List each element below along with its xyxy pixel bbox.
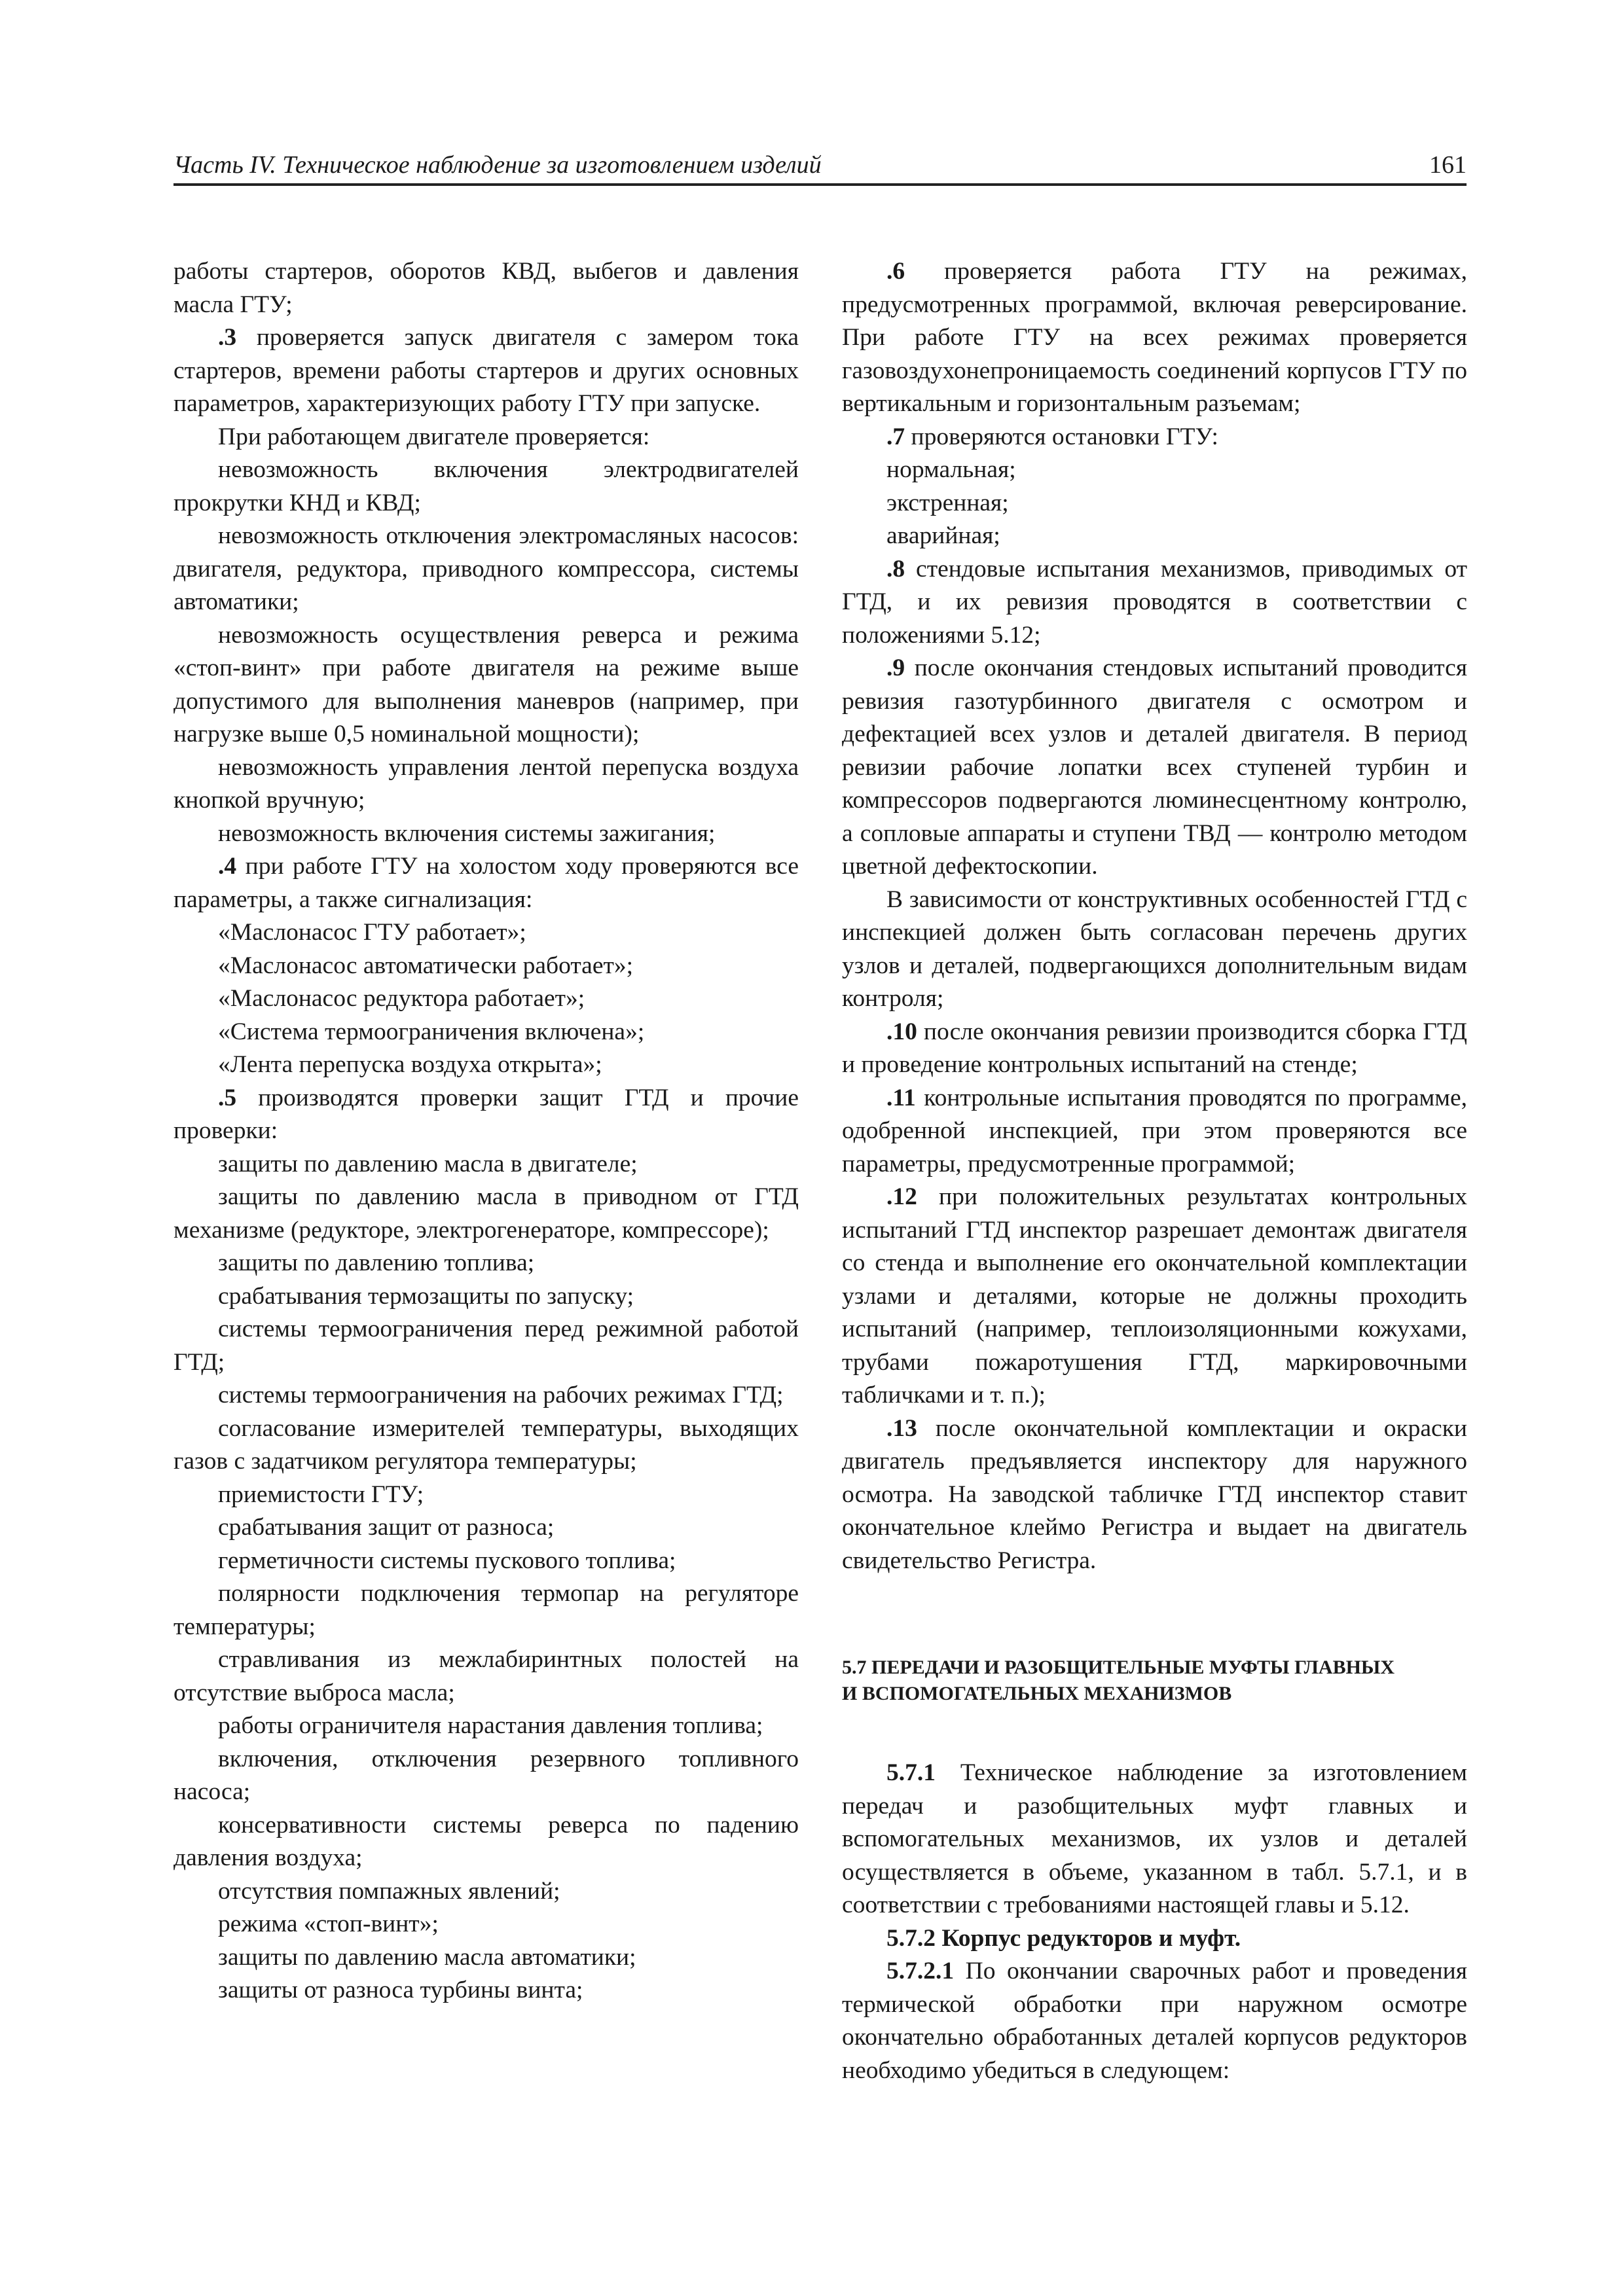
left-column — [173, 255, 799, 2007]
page-number: 161 — [1429, 151, 1467, 179]
paragraph: .9 после окончания стендовых испытаний проводится ревизия газотурбинного двигателя с осмотром и дефектацией всех узлов и деталей двигателя. В период ревизии рабочие лопатки всех ступеней турбин и компрессоров подвергаются люминесцентному контролю, а сопловые аппараты и ступени ТВД — контролю методом цветной дефектоскопии. — [842, 655, 1467, 880]
paragraph: защиты от разноса турбины винта; — [218, 1977, 583, 2003]
subsection-heading: 5.7.2 Корпус редукторов и муфт. — [886, 1924, 1241, 1952]
paragraph: работы ограничителя нарастания давления топлива; — [218, 1712, 763, 1739]
paragraph: .7 проверяются остановки ГТУ: — [886, 423, 1218, 450]
paragraph: герметичности системы пускового топлива; — [218, 1547, 676, 1574]
paragraph: режима «стоп-винт»; — [218, 1910, 439, 1937]
paragraph: защиты по давлению масла в двигателе; — [218, 1150, 638, 1177]
section-spacer — [842, 1707, 1467, 1757]
paragraph: При работающем двигателе проверяется: — [218, 423, 650, 450]
paragraph: 5.7.2.1 По окончании сварочных работ и проведения термической обработки при наружном осмотре окончательно обработанных деталей корпусов редукторов необходимо убедиться в следующем: — [842, 1958, 1467, 2084]
paragraph: защиты по давлению масла автоматики; — [218, 1943, 636, 1971]
section-heading: И ВСПОМОГАТЕЛЬНЫХ МЕХАНИЗМОВ — [842, 1683, 1232, 1704]
paragraph: защиты по давлению топлива; — [218, 1249, 535, 1276]
paragraph: .8 стендовые испытания механизмов, приводимых от ГТД, и их ревизия проводятся в соответствии с положениями 5.12; — [842, 555, 1467, 649]
paragraph: «Маслонасос редуктора работает»; — [218, 985, 585, 1012]
paragraph: стравливания из межлабиринтных полостей на отсутствие выброса масла; — [173, 1646, 799, 1706]
paragraph: «Система термоограничения включена»; — [218, 1018, 645, 1045]
paragraph: «Маслонасос автоматически работает»; — [218, 952, 634, 979]
paragraph: .11 контрольные испытания проводятся по программе, одобренной инспекцией, при этом проверяются все параметры, предусмотренные программой; — [842, 1084, 1467, 1177]
paragraph: .10 после окончания ревизии производится сборка ГТД и проведение контрольных испытаний на стенде; — [842, 1018, 1467, 1078]
paragraph: .13 после окончательной комплектации и окраски двигатель предъявляется инспектору для наружного осмотра. На заводской табличке ГТД инспектор ставит окончательное клеймо Регистра и выдает на двигатель свидетельство Регистра. — [842, 1414, 1467, 1574]
paragraph: системы термоограничения на рабочих режимах ГТД; — [218, 1382, 784, 1408]
running-title: Часть IV. Техническое наблюдение за изготовлением изделий — [173, 151, 822, 179]
paragraph: работы стартеров, оборотов КВД, выбегов и давления масла ГТУ; — [173, 258, 799, 318]
paragraph: невозможность управления лентой перепуска воздуха кнопкой вручную; — [173, 753, 799, 814]
paragraph: невозможность осуществления реверса и режима «стоп-винт» при работе двигателя на режиме выше допустимого для выполнения маневров (например, при нагрузке выше 0,5 номинальной мощности); — [173, 621, 799, 747]
section-heading: 5.7 ПЕРЕДАЧИ И РАЗОБЩИТЕЛЬНЫЕ МУФТЫ ГЛАВНЫХ — [842, 1657, 1395, 1678]
paragraph: защиты по давлению масла в приводном от ГТД механизме (редукторе, электрогенераторе, компрессоре); — [173, 1183, 799, 1244]
paragraph: приемистости ГТУ; — [218, 1480, 424, 1508]
paragraph: «Маслонасос ГТУ работает»; — [218, 919, 526, 946]
paragraph: системы термоограничения перед режимной работой ГТД; — [173, 1316, 799, 1376]
paragraph: невозможность отключения электромасляных насосов: двигателя, редуктора, приводного компрессора, системы автоматики; — [173, 522, 799, 615]
paragraph: аварийная; — [886, 522, 1000, 549]
paragraph: включения, отключения резервного топливного насоса; — [173, 1745, 799, 1805]
paragraph: «Лента перепуска воздуха открыта»; — [218, 1051, 602, 1078]
paragraph: невозможность включения системы зажигания; — [218, 819, 716, 847]
paragraph: В зависимости от конструктивных особенностей ГТД с инспекцией должен быть согласован перечень других узлов и деталей, подвергающихся дополнительным видам контроля; — [842, 886, 1467, 1012]
paragraph: полярности подключения термопар на регуляторе температуры; — [173, 1580, 799, 1640]
paragraph: отсутствия помпажных явлений; — [218, 1877, 560, 1905]
paragraph: консервативности системы реверса по падению давления воздуха; — [173, 1811, 799, 1871]
paragraph: .6 проверяется работа ГТУ на режимах, предусмотренных программой, включая реверсирование. При работе ГТУ на всех режимах проверяется газовоздухонепроницаемость соединений корпусов ГТУ по вертикальным и горизонтальным разъемам; — [842, 258, 1467, 417]
paragraph: .4 при работе ГТУ на холостом ходу проверяются все параметры, а также сигнализация: — [173, 853, 799, 913]
running-header — [173, 145, 1467, 186]
paragraph: невозможность включения электродвигателей прокрутки КНД и КВД; — [173, 456, 799, 516]
paragraph: экстренная; — [886, 489, 1009, 516]
paragraph: срабатывания защит от разноса; — [218, 1514, 555, 1541]
paragraph: .5 производятся проверки защит ГТД и прочие проверки: — [173, 1084, 799, 1144]
paragraph: согласование измерителей температуры, выходящих газов с задатчиком регулятора температуры; — [173, 1414, 799, 1475]
paragraph: нормальная; — [886, 456, 1016, 483]
right-column — [842, 255, 1467, 2087]
paragraph: .12 при положительных результатах контрольных испытаний ГТД инспектор разрешает демонтаж двигателя со стенда и выполнение его окончательной комплектации узлами и деталями, которые не должны проходить испытаний (например, теплоизоляционными кожухами, трубами пожаротушения ГТД, маркировочными табличками и т. п.); — [842, 1183, 1467, 1408]
paragraph: 5.7.1 Техническое наблюдение за изготовлением передач и разобщительных муфт главных и вспомогательных механизмов, их узлов и деталей осуществляется в объеме, указанном в табл. 5.7.1, и в соответствии с требованиями настоящей главы и 5.12. — [842, 1759, 1467, 1918]
paragraph: .3 проверяется запуск двигателя с замером тока стартеров, времени работы стартеров и других основных параметров, характеризующих работу ГТУ при запуске. — [173, 324, 799, 417]
paragraph: срабатывания термозащиты по запуску; — [218, 1282, 634, 1310]
section-spacer — [842, 1577, 1467, 1655]
